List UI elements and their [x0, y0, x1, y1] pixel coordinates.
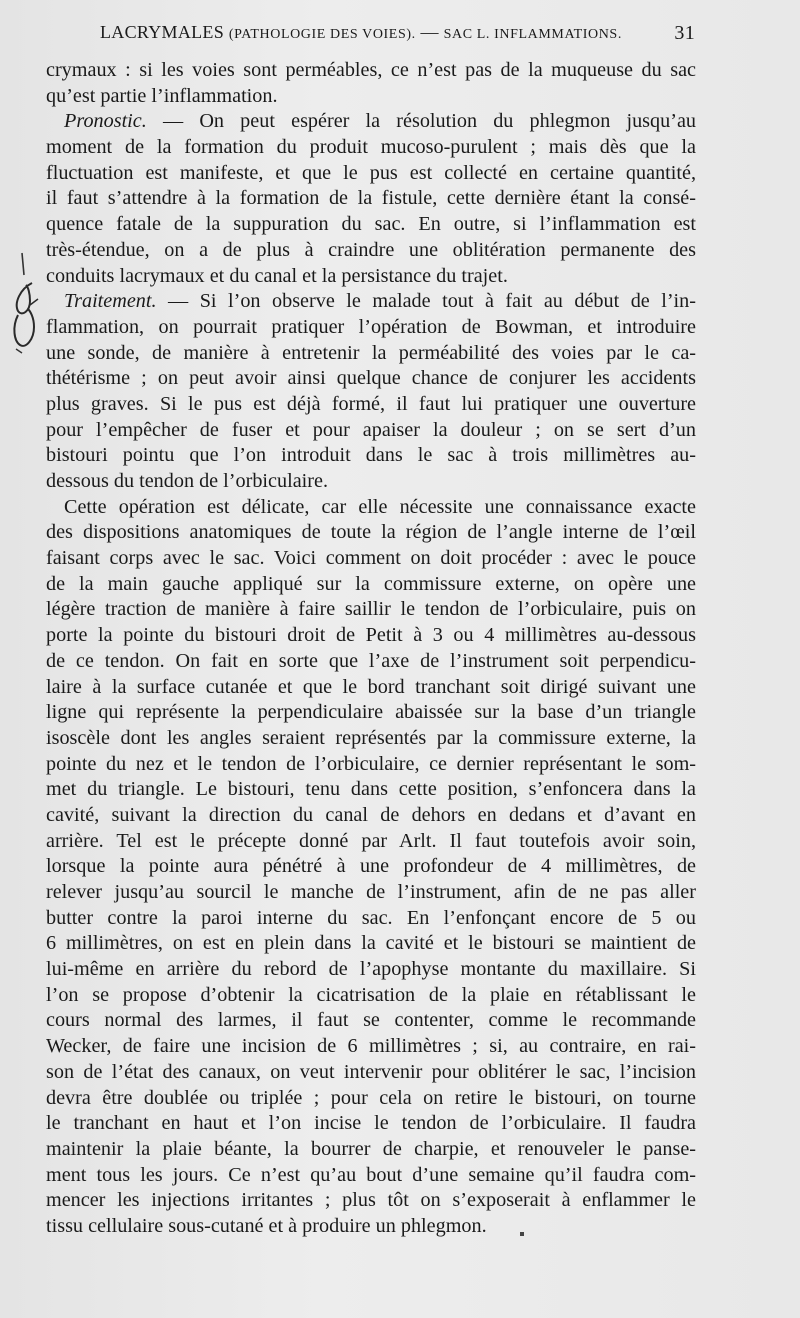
- text-line: faisant corps avec le sac. Voici comment on doit procéder : avec le pouce: [46, 547, 696, 570]
- text-line: devra être doublée ou triplée ; pour cela on retire le bistouri, on tourne: [46, 1086, 696, 1109]
- running-title-main: LACRYMALES: [100, 22, 225, 42]
- text-line: ligne qui représente la perpendiculaire abaissée sur la base d’un triangle: [46, 701, 696, 724]
- text-line: bistouri pointu que l’on introduit dans le sac à trois millimètres au-: [46, 444, 696, 467]
- text-line: dessous du tendon de l’orbiculaire.: [46, 470, 328, 492]
- text-line: conduits lacrymaux et du canal et la persistance du trajet.: [46, 264, 508, 287]
- text-line: flammation, on pourrait pratiquer l’opération de Bowman, et introduire: [46, 315, 696, 338]
- text-line: tissu cellulaire sous-cutané et à produire un phlegmon.: [46, 1214, 487, 1237]
- page-number: 31: [674, 22, 695, 44]
- text-line: Traitement. — Si l’on observe le malade tout à fait au début de l’in-: [64, 290, 696, 313]
- text-line: porte la pointe du bistouri droit de Petit à 3 ou 4 millimètres au-dessous: [46, 624, 696, 647]
- text-line: son de l’état des canaux, on veut intervenir pour oblitérer le sac, l’incision: [46, 1060, 696, 1083]
- text-line: très-étendue, on a de plus à craindre une oblitération permanente des: [46, 238, 696, 261]
- text-line: légère traction de manière à faire saillir le tendon de l’orbiculaire, puis on: [46, 598, 696, 621]
- text-line: crymaux : si les voies sont perméables, ce n’est pas de la muqueuse du sac: [46, 59, 696, 81]
- running-title-dash: —: [420, 22, 439, 42]
- text-line: Pronostic. — On peut espérer la résolution du phlegmon jusqu’au: [64, 110, 696, 133]
- text-line: moment de la formation du produit mucoso-purulent ; mais dès que la: [46, 136, 696, 159]
- text-line: une sonde, de manière à entretenir la perméabilité des voies par le ca-: [46, 341, 696, 364]
- section-label-pronostic: Pronostic.: [64, 110, 147, 133]
- text-line: cavité, suivant la direction du canal de dehors en dedans et d’avant en: [46, 803, 696, 826]
- text-line: cours normal des larmes, il faut se contenter, comme le recommande: [46, 1009, 696, 1032]
- running-title: [100, 22, 622, 43]
- running-header: [100, 22, 695, 46]
- body-text: [46, 58, 696, 1240]
- text-line: l’on se propose d’obtenir la cicatrisation de la plaie en rétablissant le: [46, 983, 696, 1006]
- text-line: Wecker, de faire une incision de 6 millimètres ; si, au contraire, en rai-: [46, 1035, 696, 1058]
- text-line: lui-même en arrière du rebord de l’apophyse montante du maxillaire. Si: [46, 958, 696, 981]
- text-line: lorsque la pointe aura pénétré à une profondeur de 4 millimètres, de: [46, 855, 696, 878]
- text-line: arrière. Tel est le précepte donné par Arlt. Il faut toutefois avoir soin,: [46, 829, 696, 852]
- text-line: de la main gauche appliqué sur la commissure externe, on opère une: [46, 572, 696, 595]
- text-line: maintenir la plaie béante, la bourrer de charpie, et renouveler le panse-: [46, 1137, 696, 1160]
- text-line: met du triangle. Le bistouri, tenu dans cette position, s’enfoncera dans la: [46, 778, 696, 801]
- text-line: thétérisme ; on peut avoir ainsi quelque chance de conjurer les accidents: [46, 367, 696, 390]
- running-title-paren: (PATHOLOGIE DES VOIES).: [228, 27, 416, 42]
- handwritten-margin-note: [4, 245, 44, 355]
- text-line: il faut s’attendre à la formation de la fistule, cette dernière étant la consé-: [46, 187, 696, 210]
- text-line: des dispositions anatomiques de toute la région de l’angle interne de l’œil: [46, 521, 696, 544]
- text-line: relever jusqu’au sourcil le manche de l’instrument, afin de ne pas aller: [46, 881, 696, 903]
- text-line: isoscèle dont les angles seraient représentés par la commissure externe, la: [46, 726, 696, 749]
- stray-mark: [520, 1232, 524, 1236]
- text-line: pour l’empêcher de fuser et pour apaiser la douleur ; on se sert d’un: [46, 418, 696, 441]
- text-line: qu’est partie l’inflammation.: [46, 84, 278, 107]
- text-line: ment tous les jours. Ce n’est qu’au bout d’une semaine qu’il faudra com-: [46, 1163, 696, 1186]
- running-title-section: SAC L. INFLAMMATIONS.: [443, 27, 622, 42]
- text-line: fluctuation est manifeste, et que le pus est collecté en certaine quantité,: [46, 161, 696, 184]
- text-line: Cette opération est délicate, car elle nécessite une connaissance exacte: [64, 495, 696, 518]
- text-line: quence fatale de la suppuration du sac. En outre, si l’inflammation est: [46, 213, 696, 236]
- text-line: mencer les injections irritantes ; plus tôt on s’exposerait à enflammer le: [46, 1189, 696, 1212]
- text-line: butter contre la paroi interne du sac. En l’enfonçant encore de 5 ou: [46, 906, 696, 929]
- text-line: 6 millimètres, on est en plein dans la cavité et le bistouri se maintient de: [46, 932, 696, 955]
- text-line: de ce tendon. On fait en sorte que l’axe de l’instrument soit perpendicu-: [46, 649, 696, 672]
- section-label-traitement: Traitement.: [64, 290, 157, 313]
- text-line: le tranchant en haut et l’on incise le tendon de l’orbiculaire. Il faudra: [46, 1112, 696, 1135]
- text-line: plus graves. Si le pus est déjà formé, il faut lui pratiquer une ouverture: [46, 392, 696, 415]
- text-line: pointe du nez et le tendon de l’orbiculaire, ce dernier représentant le som-: [46, 752, 696, 775]
- text-line: laire à la surface cutanée et que le bord tranchant soit dirigé suivant une: [46, 675, 696, 698]
